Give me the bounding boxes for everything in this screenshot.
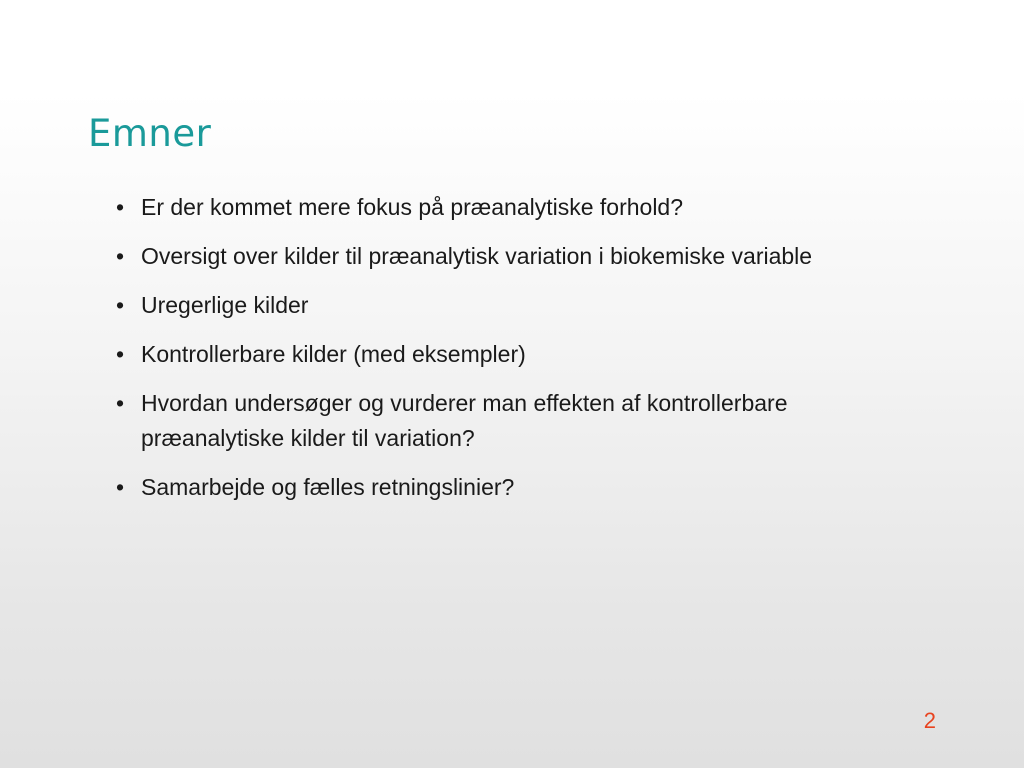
bullet-text: Oversigt over kilder til præanalytisk variation i biokemiske variable xyxy=(141,243,813,269)
bullet-text: Kontrollerbare kilder (med eksempler) xyxy=(141,341,526,367)
bullet-icon: • xyxy=(116,292,125,318)
list-item xyxy=(112,386,832,456)
bullet-text: Er der kommet mere fokus på præanalytiske forhold? xyxy=(141,194,684,220)
list-item xyxy=(112,337,832,372)
bullet-text: Samarbejde og fælles retningslinier? xyxy=(141,474,515,500)
list-item xyxy=(112,288,832,323)
list-item xyxy=(112,239,832,274)
bullet-icon: • xyxy=(116,194,125,220)
bullet-list xyxy=(112,190,832,519)
page-number: 2 xyxy=(923,708,936,733)
list-item xyxy=(112,190,832,225)
bullet-icon: • xyxy=(116,474,125,500)
bullet-icon: • xyxy=(116,243,125,269)
bullet-icon: • xyxy=(116,341,125,367)
bullet-text: Uregerlige kilder xyxy=(141,292,309,318)
bullet-icon: • xyxy=(116,390,125,416)
list-item xyxy=(112,470,832,505)
bullet-text: Hvordan undersøger og vurderer man effekten af kontrollerbare præanalytiske kilder til variation? xyxy=(141,390,788,451)
slide-title: Emner xyxy=(88,112,212,155)
